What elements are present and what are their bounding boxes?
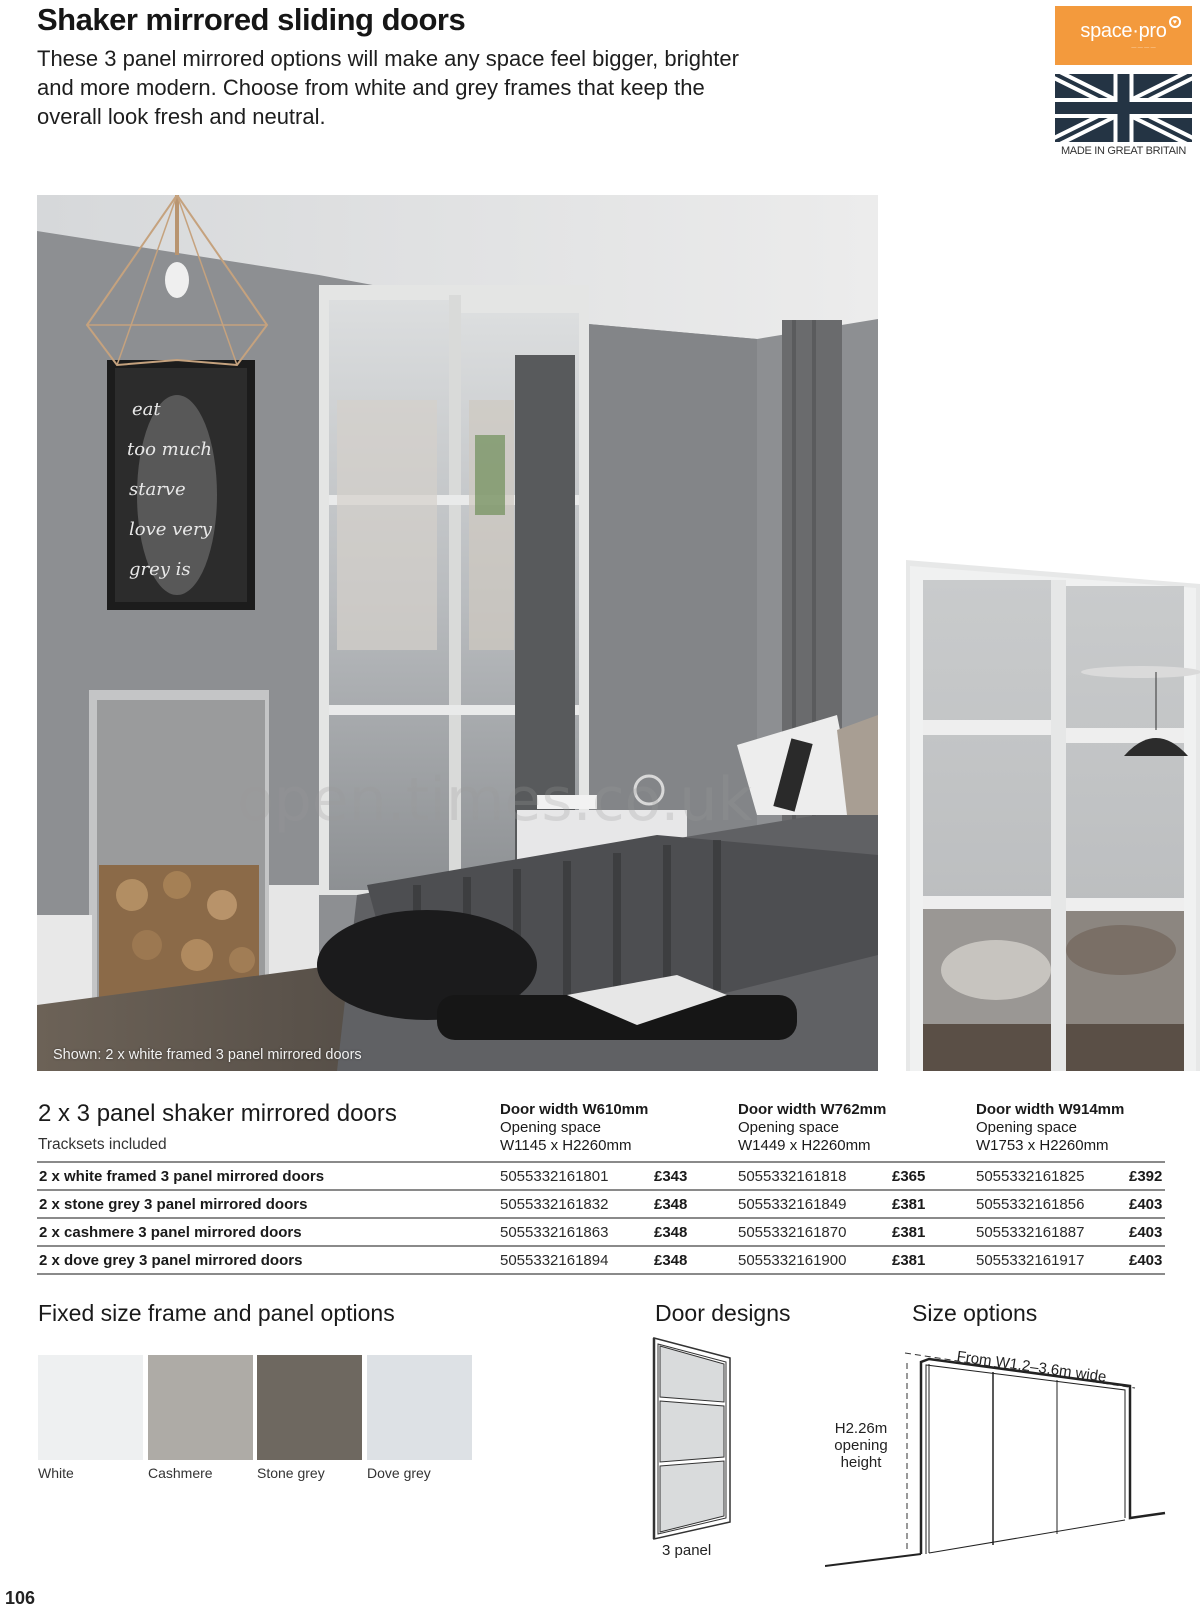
- column-header-762: Door width W762mm Opening space W1449 x H2260mm: [738, 1101, 887, 1154]
- table-heading: 2 x 3 panel shaker mirrored doors: [38, 1100, 397, 1127]
- column-header-610: Door width W610mm Opening space W1145 x H2260mm: [500, 1101, 649, 1154]
- table-row: 2 x white framed 3 panel mirrored doors 5055332161801 £343 5055332161818 £365 5055332161825 £392: [39, 1168, 1163, 1185]
- table-divider: [37, 1161, 1165, 1163]
- heart-icon: ♥: [1169, 16, 1181, 28]
- swatch-cashmere: [148, 1355, 253, 1460]
- space-pro-logo: [1055, 6, 1192, 65]
- mirrored-door-product-photo: [906, 560, 1200, 1071]
- size-height-label: H2.26m opening height: [834, 1420, 888, 1471]
- swatch-label-cashmere: Cashmere: [148, 1465, 213, 1481]
- table-divider: [37, 1217, 1165, 1219]
- brand-tagline-mark: — — — —: [1131, 45, 1156, 51]
- table-divider: [37, 1245, 1165, 1247]
- svg-text:starve: starve: [129, 479, 186, 500]
- table-row: 2 x dove grey 3 panel mirrored doors 5055332161894 £348 5055332161900 £381 5055332161917 £403: [39, 1252, 1163, 1269]
- intro-text: These 3 panel mirrored options will make any space feel bigger, brighter and more modern. Choose from white and grey frames that keep the overall look fresh and neutral.: [37, 46, 739, 129]
- bedroom-hero-photo: [37, 195, 878, 1071]
- made-in-great-britain-label: MADE IN GREAT BRITAIN: [1060, 145, 1187, 157]
- svg-text:eat: eat: [132, 399, 161, 420]
- mirrored-door-illustration: [906, 560, 1200, 1071]
- swatch-label-dove-grey: Dove grey: [367, 1465, 431, 1481]
- swatch-label-white: White: [38, 1465, 74, 1481]
- hero-caption: Shown: 2 x white framed 3 panel mirrored doors: [53, 1047, 362, 1063]
- table-divider: [37, 1189, 1165, 1191]
- union-jack-icon: [1055, 74, 1192, 142]
- table-divider: [37, 1273, 1165, 1275]
- size-options-heading: Size options: [912, 1300, 1038, 1326]
- swatch-white: [38, 1355, 143, 1460]
- column-header-914: Door width W914mm Opening space W1753 x H2260mm: [976, 1101, 1125, 1154]
- svg-text:too much: too much: [127, 439, 212, 460]
- options-heading: Fixed size frame and panel options: [38, 1300, 395, 1326]
- design-label-3-panel: 3 panel: [662, 1542, 712, 1559]
- table-row: 2 x stone grey 3 panel mirrored doors 5055332161832 £348 5055332161849 £381 5055332161856 £403: [39, 1196, 1163, 1213]
- three-panel-door-icon: [652, 1336, 742, 1541]
- page-title: Shaker mirrored sliding doors: [37, 2, 466, 37]
- size-width-label: From W1.2–3.6m wide: [955, 1348, 1108, 1386]
- svg-text:open.times.co.uk: open.times.co.uk: [237, 765, 753, 835]
- swatch-stone-grey: [257, 1355, 362, 1460]
- table-subheading: Tracksets included: [38, 1136, 167, 1153]
- swatch-dove-grey: [367, 1355, 472, 1460]
- table-row: 2 x cashmere 3 panel mirrored doors 5055332161863 £348 5055332161870 £381 5055332161887 £403: [39, 1224, 1163, 1241]
- svg-text:grey is: grey is: [129, 559, 191, 580]
- svg-text:love very: love very: [129, 519, 212, 540]
- brand-name: space·pro ♥: [1080, 20, 1166, 43]
- bedroom-scene-illustration: [37, 195, 878, 1071]
- page-number: 106: [5, 1588, 36, 1608]
- door-designs-heading: Door designs: [655, 1300, 791, 1326]
- swatch-label-stone-grey: Stone grey: [257, 1465, 325, 1481]
